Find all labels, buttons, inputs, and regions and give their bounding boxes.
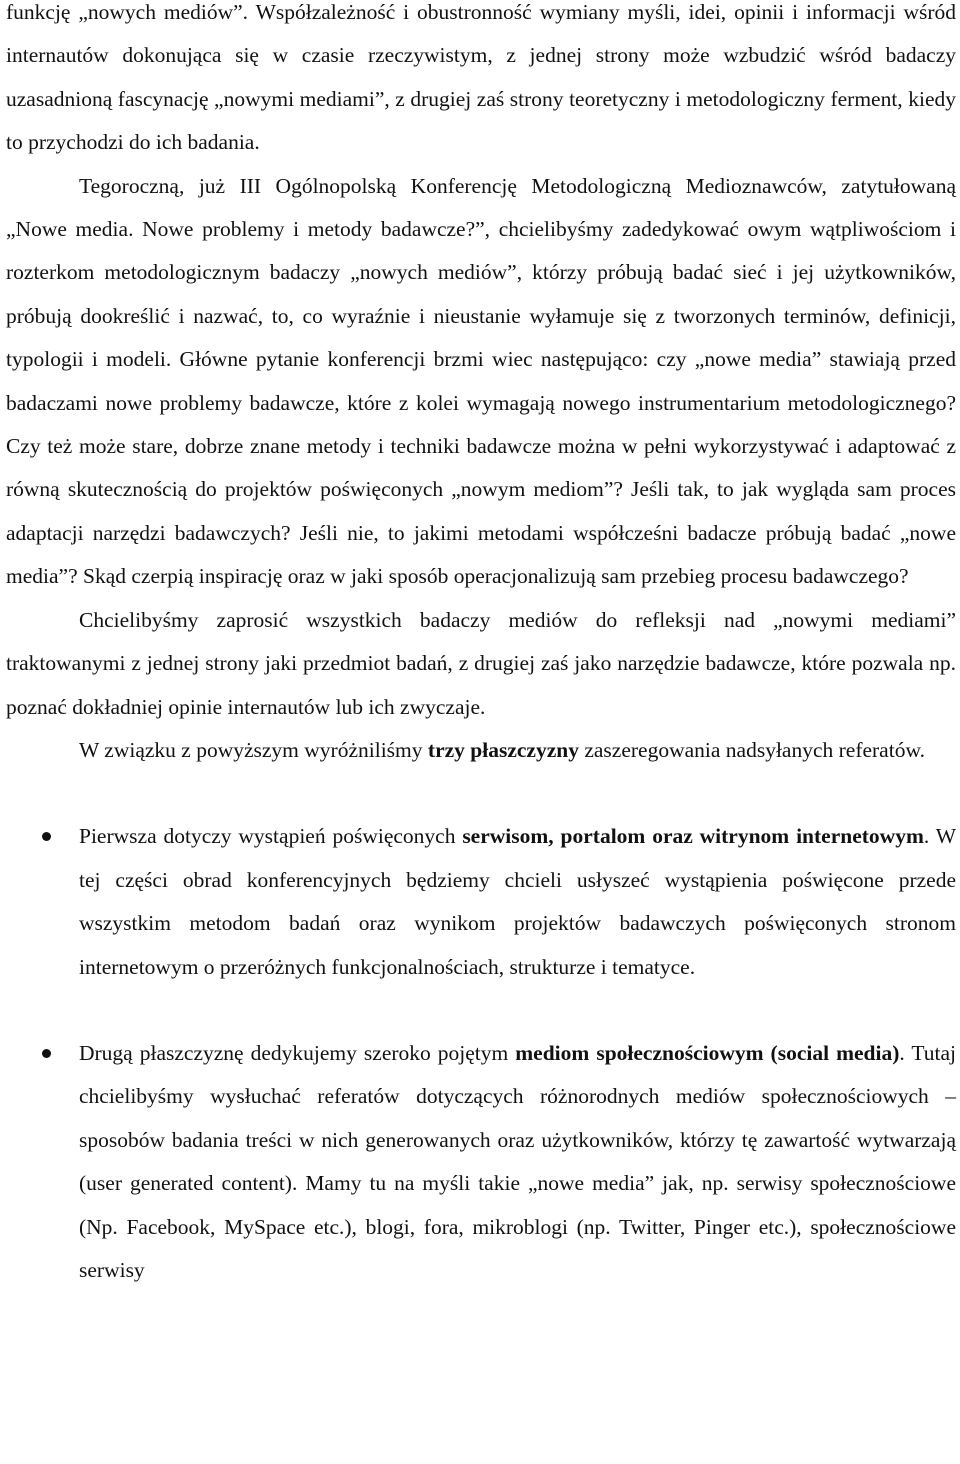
paragraph-4-tail: zaszeregowania nadsyłanych referatów. xyxy=(578,737,925,762)
bullet-2-bold: mediom społecznościowym (social media) xyxy=(515,1040,900,1065)
paragraph-4-text: W związku z powyższym wyróżniliśmy xyxy=(79,737,428,762)
list-item-social-media xyxy=(6,1032,956,1292)
spacer xyxy=(6,772,956,815)
paragraph-2: Tegoroczną, już III Ogólnopolską Konferencję Metodologiczną Medioznawców, zatytułowaną „Nowe media. Nowe problemy i metody badawcze?”, chcielibyśmy zadedykować owym wątpliwościom i rozterkom metodologicznym badaczy „nowych mediów”, którzy próbują badać sieć i jej użytkowników, próbują dookreślić i nazwać, to, co wyraźnie i nieustanie wyłamuje się z tworzonych terminów, definicji, typologii i modeli. Główne pytanie konferencji brzmi wiec następująco: czy „nowe media” stawiają przed badaczami nowe problemy badawcze, które z kolei wymagają nowego instrumentarium metodologicznego? Czy też może stare, dobrze znane metody i techniki badawcze można w pełni wykorzystywać i adaptować z równą skutecznością do projektów poświęconych „nowym mediom”? Jeśli tak, to jak wygląda sam proces adaptacji narzędzi badawczych? Jeśli nie, to jakimi metodami współcześni badacze próbują badać „nowe media”? Skąd czerpią inspirację oraz w jaki sposób operacjonalizują sam przebieg procesu badawczego? xyxy=(6,173,956,589)
bullet-1-bold: serwisom, portalom oraz witrynom internetowym xyxy=(462,824,924,849)
paragraph-1: funkcję „nowych mediów”. Współzależność i obustronność wymiany myśli, idei, opinii i informacji wśród internautów dokonująca się w czasie rzeczywistym, z jednej strony może wzbudzić wśród badaczy uzasadnioną fascynację „nowymi mediami”, z drugiej zaś strony teoretyczny i metodologiczny ferment, kiedy to przychodzi do ich badania. xyxy=(6,0,956,155)
paragraph-3: Chcielibyśmy zaprosić wszystkich badaczy mediów do refleksji nad „nowymi mediami” traktowanymi z jednej strony jaki przedmiot badań, z drugiej zaś jako narzędzie badawcze, które pozwala np. poznać dokładniej opinie internautów lub ich zwyczaje. xyxy=(6,607,956,719)
bullet-1-text: Pierwsza dotyczy wystąpień poświęconych xyxy=(79,824,463,849)
bullet-2-text: Drugą płaszczyznę dedykujemy szeroko pojętym xyxy=(79,1040,516,1065)
list-item-serwisy xyxy=(6,815,956,989)
bullet-icon xyxy=(42,832,51,841)
paragraph-4 xyxy=(6,729,956,772)
paragraph-4-bold: trzy płaszczyzny xyxy=(427,737,579,762)
bullet-list xyxy=(6,815,956,1292)
spacer xyxy=(6,989,956,1032)
bullet-1-tail: . W tej części obrad konferencyjnych będziemy chcieli usłyszeć wystąpienia poświęcone przede wszystkim metodom badań oraz wynikom projektów badawczych poświęconych stronom internetowym o przeróżnych funkcjonalnościach, strukturze i tematyce. xyxy=(79,824,957,979)
bullet-icon xyxy=(42,1049,51,1058)
bullet-2-tail: . Tutaj chcielibyśmy wysłuchać referatów dotyczących różnorodnych mediów społecznościowych – sposobów badania treści w nich generowanych oraz użytkowników, którzy tę zawartość wytwarzają (user generated content). Mamy tu na myśli takie „nowe media” jak, np. serwisy społecznościowe (Np. Facebook, MySpace etc.), blogi, fora, mikroblogi (np. Twitter, Pinger etc.), społecznościowe serwisy xyxy=(79,1040,956,1282)
